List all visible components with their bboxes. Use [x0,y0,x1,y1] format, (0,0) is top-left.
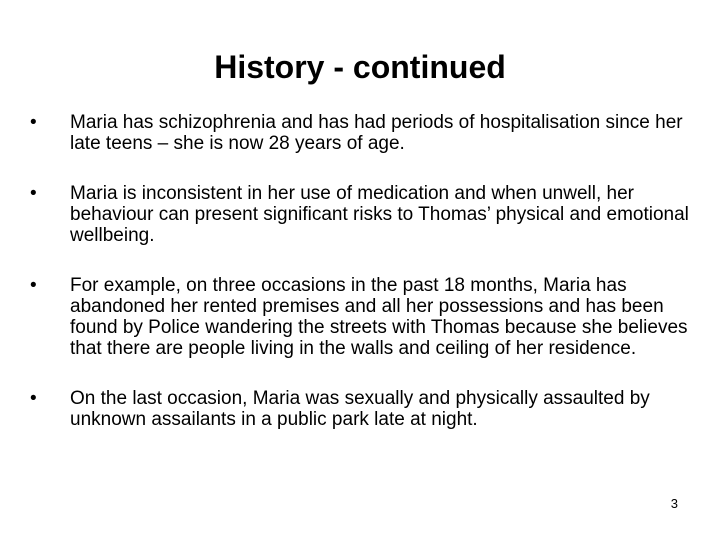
bullet-text: For example, on three occasions in the past 18 months, Maria has abandoned her rented premises and all her possessions and has been found by Police wandering the streets with Thomas because she believes that there are people living in the walls and ceiling of her residence. [70,275,688,359]
bullet-dot-icon: • [30,183,37,204]
bullet-item [30,275,690,359]
bullet-item [30,112,690,154]
bullet-text: On the last occasion, Maria was sexually and physically assaulted by unknown assailants in a public park late at night. [70,388,650,430]
bullet-dot-icon: • [30,275,37,296]
bullet-item [30,388,690,430]
bullet-dot-icon: • [30,388,37,409]
page-number: 3 [670,496,678,511]
bullet-dot-icon: • [30,112,37,133]
bullet-list [30,112,690,430]
bullet-text: Maria is inconsistent in her use of medication and when unwell, her behaviour can present significant risks to Thomas’ physical and emotional wellbeing. [70,183,689,246]
bullet-text: Maria has schizophrenia and has had periods of hospitalisation since her late teens – she is now 28 years of age. [70,112,683,154]
bullet-item [30,183,690,246]
slide-title: History - continued [214,49,506,85]
